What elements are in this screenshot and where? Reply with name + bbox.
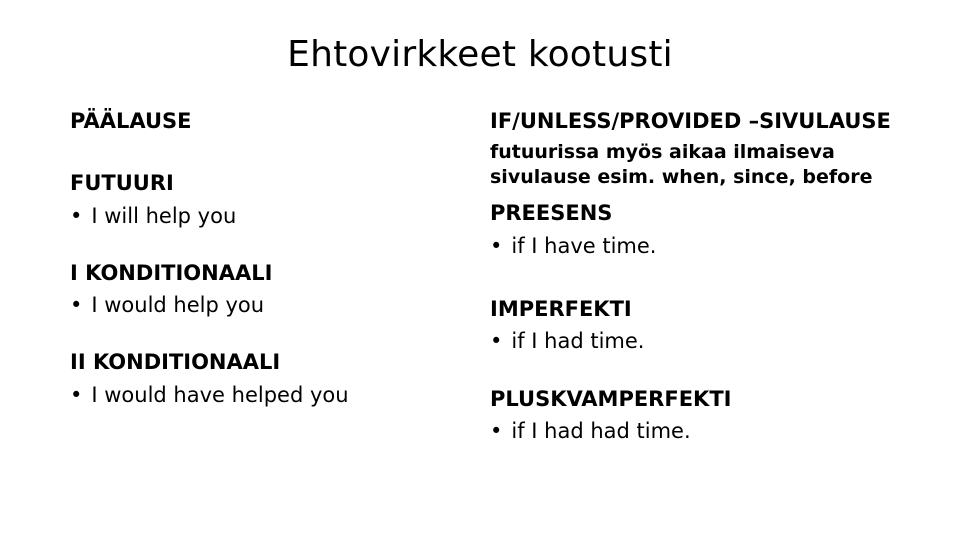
bullet-icon: •: [490, 233, 503, 258]
list-item-text: I will help you: [91, 203, 237, 228]
section-label-pluskvamperfekti: PLUSKVAMPERFEKTI: [490, 386, 732, 411]
list-item-text: if I have time.: [511, 233, 657, 258]
left-column-heading: PÄÄLAUSE: [70, 109, 192, 133]
spacer: [70, 319, 460, 349]
bullet-icon: •: [70, 382, 83, 407]
list-item: [490, 418, 940, 445]
list-item: [490, 233, 940, 260]
list-item: [70, 292, 460, 319]
right-column-note-line-2: sivulause esim. when, since, before: [490, 166, 873, 189]
left-column: [70, 108, 460, 409]
list-item-text: I would have helped you: [91, 382, 349, 407]
spacer: [70, 134, 460, 170]
list-item: [70, 382, 460, 409]
bullet-icon: •: [70, 203, 83, 228]
section-label-futuuri: FUTUURI: [70, 171, 174, 196]
section-label-ii-konditionaali: II KONDITIONAALI: [70, 350, 281, 375]
list-item: [490, 328, 940, 355]
section-label-imperfekti: IMPERFEKTI: [490, 296, 632, 321]
bullet-icon: •: [490, 329, 503, 354]
spacer: [490, 356, 940, 386]
spacer: [70, 230, 460, 260]
section-label-preesens: PREESENS: [490, 201, 613, 226]
right-column-note-line-1: futuurissa myös aikaa ilmaiseva: [490, 141, 835, 164]
list-item-text: I would help you: [91, 293, 265, 318]
bullet-icon: •: [490, 418, 503, 443]
spacer: [490, 260, 940, 296]
list-item-text: if I had time.: [511, 329, 645, 354]
bullet-icon: •: [70, 293, 83, 318]
list-item-text: if I had had time.: [511, 418, 691, 443]
section-label-i-konditionaali: I KONDITIONAALI: [70, 260, 273, 285]
page-title: Ehtovirkkeet kootusti: [287, 34, 673, 75]
list-item: [70, 203, 460, 230]
right-column-heading: IF/UNLESS/PROVIDED –SIVULAUSE: [490, 109, 891, 133]
right-column: [490, 108, 940, 445]
spacer: [490, 190, 940, 200]
